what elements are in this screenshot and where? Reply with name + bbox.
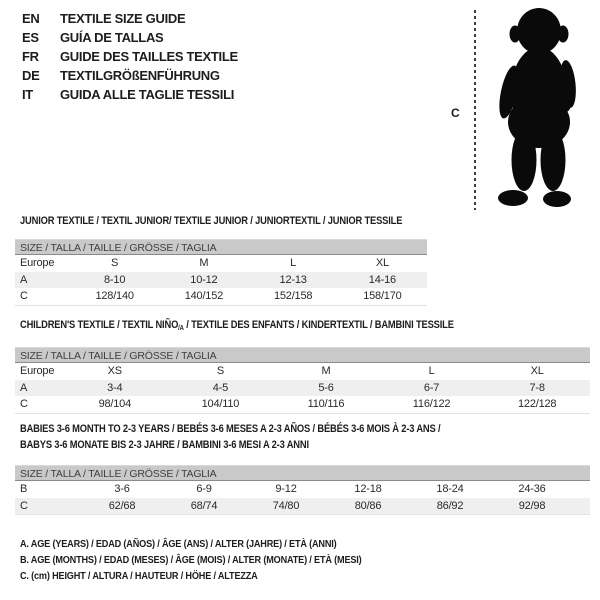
language-code: EN <box>22 11 40 26</box>
size-header-bar: SIZE / TALLA / TAILLE / GRÖSSE / TAGLIA <box>15 239 427 255</box>
size-cell: XL <box>375 257 389 270</box>
junior-section-title: JUNIOR TEXTILE / TEXTIL JUNIOR/ TEXTILE JUNIOR / JUNIORTEXTIL / JUNIOR TESSILE <box>20 215 403 227</box>
language-code: DE <box>22 68 40 83</box>
age-cell: 3-4 <box>107 381 123 394</box>
language-label: GUIDA ALLE TAGLIE TESSILI <box>60 87 235 102</box>
row-label: C <box>20 398 28 411</box>
language-row-de <box>22 66 238 85</box>
table-row <box>15 288 427 305</box>
height-cell: 116/122 <box>412 398 451 411</box>
children-section-title <box>20 319 454 332</box>
title-suffix: / TEXTILE DES ENFANTS / KINDERTEXTIL / BAMBINI TESSILE <box>183 319 454 331</box>
size-cell: XL <box>530 365 544 378</box>
table-row <box>15 363 590 380</box>
height-measure-label: C <box>451 106 460 120</box>
footnote-legend <box>20 536 413 584</box>
height-cell: 110/116 <box>307 398 345 411</box>
size-cell: S <box>111 257 119 270</box>
size-cell: M <box>321 365 331 378</box>
height-cell: 140/152 <box>184 290 224 303</box>
row-label: Europe <box>20 257 55 270</box>
height-measure-dashed-line <box>474 10 476 210</box>
language-row-fr <box>22 47 238 66</box>
age-cell: 10-12 <box>190 273 218 286</box>
age-cell: 12-18 <box>354 483 382 496</box>
age-cell: 6-9 <box>196 483 212 496</box>
height-cell: 74/80 <box>272 499 300 512</box>
footnote-b: B. AGE (MONTHS) / EDAD (MESES) / ÂGE (MOIS) / ALTER (MONATE) / ETÀ (MESI) <box>20 554 362 566</box>
age-cell: 12-13 <box>279 273 307 286</box>
footnote-a: A. AGE (YEARS) / EDAD (AÑOS) / ÂGE (ANS) / ALTER (JAHRE) / ETÀ (ANNI) <box>20 538 337 550</box>
row-label: C <box>20 499 28 512</box>
height-cell: 92/98 <box>518 499 546 512</box>
language-code: IT <box>22 87 33 102</box>
height-cell: 128/140 <box>95 290 134 303</box>
children-size-table <box>15 347 590 414</box>
title-subscript: /A <box>178 325 184 332</box>
age-cell: 6-7 <box>423 381 440 394</box>
age-cell: 7-8 <box>529 381 545 394</box>
row-label: A <box>20 273 28 286</box>
table-row <box>15 255 427 272</box>
table-row <box>15 481 590 498</box>
babies-size-table <box>15 465 590 515</box>
toddler-silhouette-icon <box>487 4 590 210</box>
table-row <box>15 396 590 413</box>
age-cell: 9-12 <box>275 483 297 496</box>
size-cell: S <box>216 365 224 378</box>
size-header-bar: SIZE / TALLA / TAILLE / GRÖSSE / TAGLIA <box>15 347 590 363</box>
table-row <box>15 498 590 515</box>
height-cell: 152/158 <box>273 290 313 303</box>
age-cell: 5-6 <box>318 381 334 394</box>
row-label: Europe <box>20 365 55 378</box>
language-code: FR <box>22 49 39 64</box>
row-label: B <box>20 483 28 496</box>
size-cell: M <box>199 257 209 270</box>
size-header-bar: SIZE / TALLA / TAILLE / GRÖSSE / TAGLIA <box>15 465 590 481</box>
language-label: GUÍA DE TALLAS <box>60 30 164 45</box>
junior-size-table <box>15 239 427 306</box>
row-label: C <box>20 290 28 303</box>
size-cell: L <box>290 257 297 270</box>
age-cell: 3-6 <box>114 483 130 496</box>
language-code: ES <box>22 30 39 45</box>
age-cell: 8-10 <box>104 273 126 286</box>
height-cell: 68/74 <box>190 499 218 512</box>
language-label: TEXTILGRÖßENFÜHRUNG <box>60 68 220 83</box>
age-cell: 14-16 <box>368 273 396 286</box>
height-cell: 104/110 <box>201 398 240 411</box>
title-line-2: BABYS 3-6 MONATE BIS 2-3 JAHRE / BAMBINI 3-6 MESI A 2-3 ANNI <box>20 438 309 451</box>
height-cell: 98/104 <box>98 398 132 411</box>
babies-section-title <box>20 422 440 453</box>
height-cell: 62/68 <box>108 499 136 512</box>
language-label: TEXTILE SIZE GUIDE <box>60 11 186 26</box>
language-row-es <box>22 28 238 47</box>
language-row-it <box>22 85 238 104</box>
table-row <box>15 272 427 289</box>
age-cell: 24-36 <box>518 483 546 496</box>
language-label: GUIDE DES TAILLES TEXTILE <box>60 49 238 64</box>
height-cell: 122/128 <box>517 398 557 411</box>
title-line-1: BABIES 3-6 MONTH TO 2-3 YEARS / BEBÉS 3-6 MESES A 2-3 AÑOS / BÉBÉS 3-6 MOIS À 2-3 ANS / <box>20 423 441 435</box>
age-cell: 4-5 <box>212 381 229 394</box>
age-cell: 18-24 <box>436 483 464 496</box>
height-cell: 158/170 <box>363 290 402 303</box>
title-prefix: CHILDREN'S TEXTILE / TEXTIL NIÑO <box>20 319 179 331</box>
size-cell: XS <box>107 365 122 378</box>
size-cell: L <box>428 365 435 378</box>
language-row-en <box>22 9 238 28</box>
footnote-c: C. (cm) HEIGHT / ALTURA / HAUTEUR / HÖHE / ALTEZZA <box>20 570 258 582</box>
table-row <box>15 380 590 397</box>
row-label: A <box>20 381 28 394</box>
height-cell: 86/92 <box>436 499 464 512</box>
height-cell: 80/86 <box>354 499 382 512</box>
language-list <box>22 9 238 104</box>
